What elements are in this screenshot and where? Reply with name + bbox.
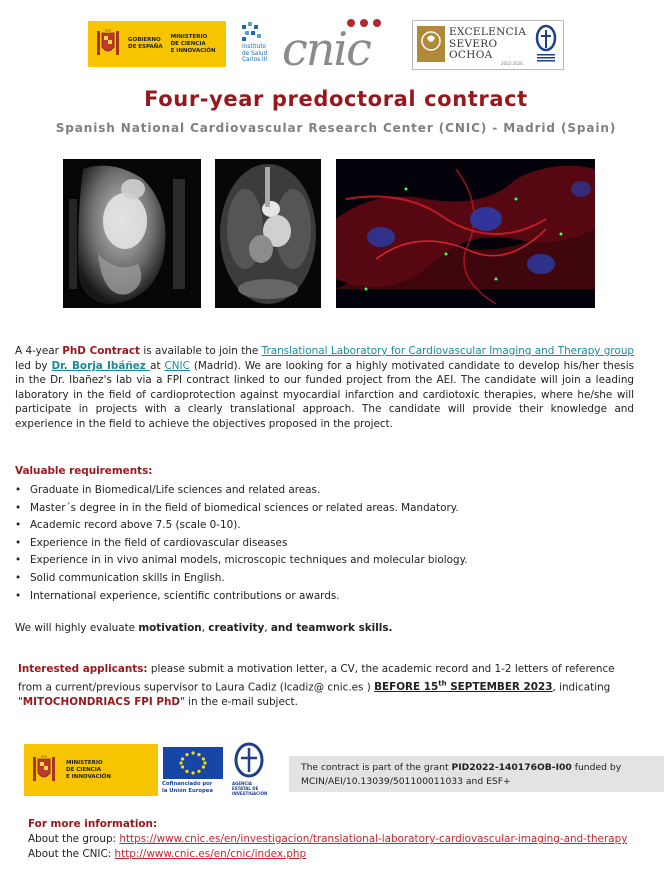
list-item: • Master´s degree in in the field of biomedical sciences or related areas. Mandatory.: [15, 502, 635, 520]
evaluation-sentence: We will highly evaluate motivation, creativity, and teamwork skills.: [15, 622, 393, 634]
isciii-line-2: de Salud: [242, 50, 268, 57]
eu-cofinanced-text: Cofinanciado por la Unión Europea: [162, 781, 213, 794]
isciii-mark-icon: [234, 22, 276, 44]
more-info-block: [28, 832, 642, 861]
isciii-logo: [234, 22, 276, 68]
spain-coat-of-arms-icon: [30, 753, 58, 787]
eu-flag-icon: [163, 747, 223, 779]
cnic-info-line: About the CNIC: http://www.cnic.es/en/cnic/index.php: [28, 847, 307, 860]
lab-group-link[interactable]: Translational Laboratory for Cardiovascular Imaging and Therapy group: [261, 345, 635, 357]
agencia-text: AGENCIA ESTATAL DE INVESTIGACIÓN: [232, 781, 268, 796]
list-item: • Graduate in Biomedical/Life sciences and related areas.: [15, 484, 635, 502]
list-item: • International experience, scientific contributions or awards.: [15, 590, 635, 608]
gobierno-text: GOBIERNO DE ESPAÑA: [128, 37, 163, 50]
page-subtitle: Spanish National Cardiovascular Research Center (CNIC) - Madrid (Spain): [55, 121, 617, 135]
page-title: Four-year predoctoral contract: [144, 87, 528, 111]
grant-box: [289, 756, 664, 792]
severo-ochoa-logo: [412, 20, 564, 70]
gobierno-ministerio-logo: [88, 21, 226, 67]
cardiac-mri-sagittal-image: [63, 159, 201, 308]
grant-text: The contract is part of the grant PID2022-140176OB-I00 funded by MCIN/AEI/10.13039/501100011033 and ESF+: [301, 762, 622, 787]
excelencia-years: 2022-2026: [501, 61, 523, 66]
email-subject-label: MITOCHONDRIACS FPI PhD: [22, 696, 181, 709]
list-item: • Experience in the field of cardiovascular diseases: [15, 537, 635, 555]
deadline: BEFORE 15th SEPTEMBER 2023: [374, 679, 553, 694]
isciii-line-1: Instituto: [242, 44, 267, 50]
agencia-estatal-logo: [229, 742, 269, 798]
spain-coat-of-arms-icon: [94, 27, 122, 61]
requirements-list: [15, 484, 635, 607]
more-info-heading: For more information:: [28, 818, 158, 830]
agencia-ei-icon: [534, 24, 558, 66]
cnic-logo: [282, 16, 398, 76]
group-url-link[interactable]: https://www.cnic.es/en/investigacion/translational-laboratory-cardiovascular-imaging-and-therapy: [119, 833, 628, 845]
cnic-url-link[interactable]: http://www.cnic.es/en/cnic/index.php: [114, 847, 307, 860]
excelencia-text: EXCELENCIA SEVERO OCHOA: [449, 26, 527, 61]
phd-contract-label: PhD Contract: [62, 345, 140, 357]
ministerio-footer-text: MINISTERIO DE CIENCIA E INNOVACIÓN: [66, 759, 111, 780]
cnic-link[interactable]: CNIC: [164, 359, 190, 372]
cardiomyocyte-fluorescence-image: [336, 159, 595, 308]
ministerio-footer-logo: [24, 744, 158, 796]
grant-id: PID2022-140176OB-I00: [451, 762, 572, 773]
group-info-line: About the group: https://www.cnic.es/en/investigacion/translational-laboratory-cardiovascular-imaging-and-therapy: [28, 833, 628, 845]
application-instructions: Interested applicants: please submit a motivation letter, a CV, the academic record and 1-2 letters of reference from a current/previous supervisor to Laura Cadiz (lcadiz@ cnic.es ) BEFORE 15th SEPTEMBER 2023, indicating "MITOCHONDRIACS FPI PhD" in the e-mail subject.: [18, 663, 615, 709]
cnic-wordmark: cnic: [282, 22, 370, 76]
isciii-line-3: Carlos III: [242, 57, 268, 63]
list-item: • Solid communication skills in English.: [15, 572, 635, 590]
requirements-heading: Valuable requirements:: [15, 465, 153, 477]
cardiac-mri-coronal-image: [215, 159, 321, 308]
severo-ochoa-seal-icon: [417, 26, 445, 62]
list-item: • Academic record above 7.5 (scale 0-10).: [15, 519, 635, 537]
intro-paragraph: A 4-year PhD Contract is available to join the Translational Laboratory for Cardiovascular Imaging and Therapy group led by Dr. Borja Ibáñez at CNIC (Madrid). We are looking for a highly motivated candidate to develop his/her thesis in the Dr. Ibañez's lab via a FPI contract linked to our funded project from the AEI. The candidate will join a leading laboratory in the field of cardioprotection against myocardial infarction and cardiotoxic therapies, where he/she will participate in projects with a clearly translational approach. The candidate will provide their knowledge and experience in the field to achieve the objectives proposed in the project.: [15, 345, 635, 430]
list-item: • Experience in in vivo animal models, microscopic techniques and molecular biology.: [15, 554, 635, 572]
ministerio-text: MINISTERIO DE CIENCIA E INNOVACIÓN: [170, 33, 216, 54]
pi-link[interactable]: Dr. Borja Ibáñez: [51, 359, 151, 372]
eu-cofinanced-logo: [160, 744, 226, 796]
applicants-heading: Interested applicants:: [18, 663, 148, 675]
